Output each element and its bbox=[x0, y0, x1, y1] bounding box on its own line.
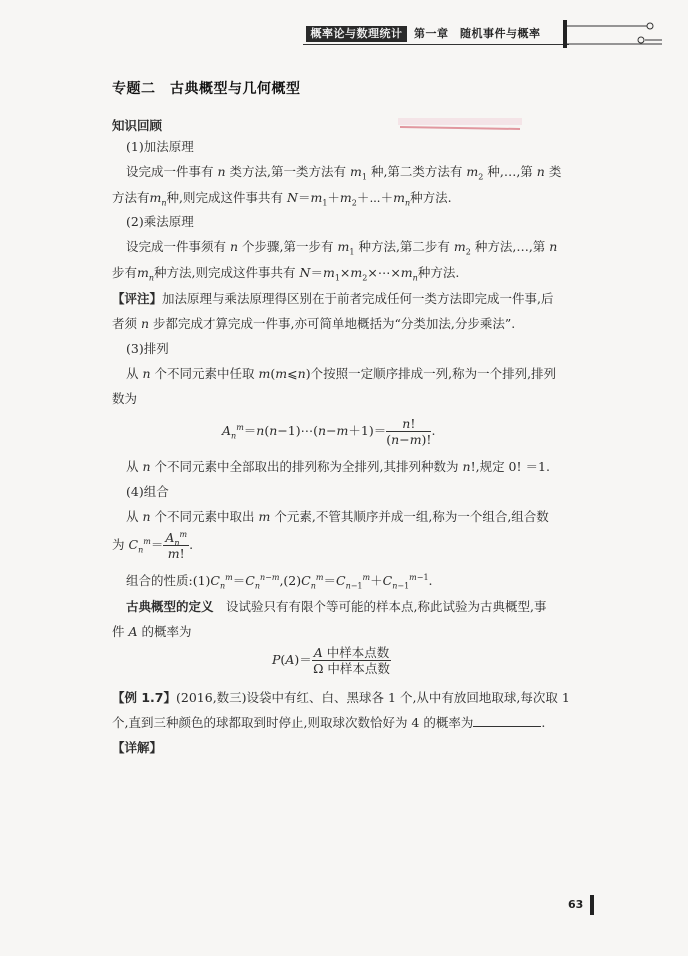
page-number-bar bbox=[590, 895, 594, 915]
header-decoration-icon bbox=[567, 22, 667, 48]
example-line2: 个,直到三种颜色的球都取到时停止,则取球次数恰好为 4 的概率为 . bbox=[112, 715, 546, 730]
comment-line2: 者须 n 步都完成才算完成一件事,亦可简单地概括为“分类加法,分步乘法”. bbox=[112, 316, 516, 331]
full-permutation-line: 从 n 个不同元素中全部取出的排列称为全排列,其排列种数为 n!,规定 0! ＝1. bbox=[126, 459, 550, 474]
header-book-title: 概率论与数理统计 bbox=[306, 26, 407, 42]
classical-def-line1: 古典概型的定义 设试验只有有限个等可能的样本点,称此试验为古典概型,事 bbox=[126, 599, 547, 614]
classical-def-line2: 件 A 的概率为 bbox=[112, 624, 192, 639]
header-chapter-title: 第一章 随机事件与概率 bbox=[414, 27, 541, 40]
combination-properties: 组合的性质$:(1)C_n^m=C_n^{n-m},(2)C_n^m=C_{n-1}^m+C_{n-1}^{m-1}$. bbox=[126, 572, 433, 591]
header-rule bbox=[303, 44, 569, 45]
permutation-line1: 从 n 个不同元素中任取 m(m⩽n)个按照一定顺序排成一列,称为一个排列,排列 bbox=[126, 366, 557, 381]
combination-line2: 为 $C_n^m=$ $\frac{A_n^m}{m!}$ . bbox=[112, 529, 194, 561]
mul-principle-line2: 步有$m_n$种方法,则完成这件事共有 $N=m_1\times m_2\times\cdots\times m_n$种方法. bbox=[112, 265, 460, 283]
classical-formula: P(A)＝ $\frac{\text{A 中样本点数}}{\text{Ω 中样本点数}}$ bbox=[272, 645, 390, 676]
page-number: 63 bbox=[568, 898, 584, 911]
combination-label: (4)组合 bbox=[126, 484, 169, 499]
permutation-label: (3)排列 bbox=[126, 341, 169, 356]
add-principle-line1: 设完成一件事有 n 类方法,第一类方法有 $m_1$ 种,第二类方法有 $m_2$ 种,…,第 n 类 bbox=[126, 164, 562, 182]
add-principle-label: (1)加法原理 bbox=[126, 139, 194, 154]
add-principle-line2: 方法有$m_n$种,则完成这件事共有 $N=m_1+m_2+\cdots+m_n$种方法. bbox=[112, 190, 452, 208]
comment-line1: 【评注】加法原理与乘法原理得区别在于前者完成任何一类方法即完成一件事,后 bbox=[112, 291, 554, 306]
permutation-line2: 数为 bbox=[112, 391, 138, 406]
example-line1: 【例 1.7】(2016,数三)设袋中有红、白、黑球各 1 个,从中有放回地取球,每次取 1 bbox=[112, 690, 570, 705]
detail-heading: 【详解】 bbox=[112, 740, 163, 755]
permutation-formula: $A_n^m=n(n-1)\cdots(n-m+1)=$ $\frac{n!}{(n-m)!}$ . bbox=[222, 416, 436, 447]
knowledge-title: 知识回顾 bbox=[112, 118, 163, 133]
answer-blank[interactable] bbox=[473, 714, 541, 727]
mul-principle-line1: 设完成一件事须有 n 个步骤,第一步有 $m_1$ 种方法,第二步有 $m_2$ 种方法,…,第 n bbox=[126, 239, 558, 257]
section-title: 专题二 古典概型与几何概型 bbox=[112, 81, 301, 97]
combination-line1: 从 n 个不同元素中取出 m 个元素,不管其顺序并成一组,称为一个组合,组合数 bbox=[126, 509, 549, 524]
mul-principle-label: (2)乘法原理 bbox=[126, 214, 194, 229]
